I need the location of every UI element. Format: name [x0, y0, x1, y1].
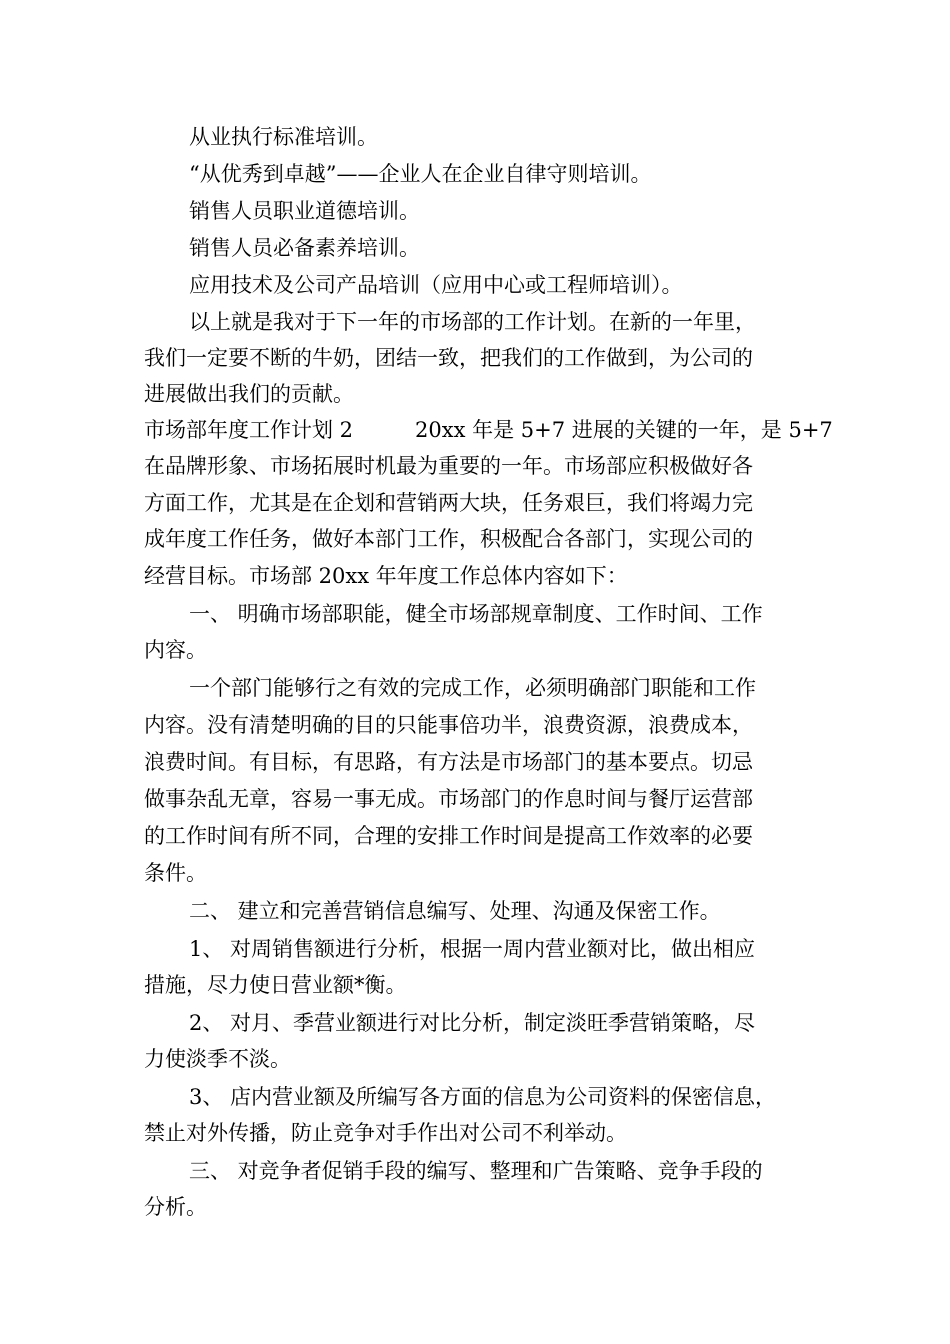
paragraph-line: 三、 对竞争者促销手段的编写、整理和广告策略、竞争手段的	[189, 1159, 763, 1183]
paragraph-line: 我们一定要不断的牛奶，团结一致，把我们的工作做到，为公司的	[144, 346, 753, 370]
paragraph-line: 力使淡季不淡。	[144, 1047, 291, 1071]
paragraph-line: 以上就是我对于下一年的市场部的工作计划。在新的一年里，	[189, 310, 756, 334]
paragraph-line: 3、 店内营业额及所编写各方面的信息为公司资料的保密信息，	[189, 1085, 777, 1109]
paragraph-line: 内容。	[144, 638, 207, 662]
section-heading-line	[144, 413, 833, 447]
paragraph-line: 销售人员必备素养培训。	[189, 236, 420, 260]
paragraph-line: 进展做出我们的贡献。	[144, 382, 354, 406]
paragraph-line: 的工作时间有所不同，合理的安排工作时间是提高工作效率的必要	[144, 824, 753, 848]
paragraph-line: 一、 明确市场部职能，健全市场部规章制度、工作时间、工作	[189, 602, 763, 626]
paragraph-line: 从业执行标准培训。	[189, 125, 378, 149]
section-heading: 市场部年度工作计划 2	[144, 418, 354, 442]
paragraph-line: 条件。	[144, 861, 207, 885]
paragraph-line: “从优秀到卓越”——企业人在企业自律守则培训。	[189, 162, 652, 186]
paragraph-line: 做事杂乱无章，容易一事无成。市场部门的作息时间与餐厅运营部	[144, 787, 753, 811]
paragraph-line: 内容。没有清楚明确的目的只能事倍功半，浪费资源，浪费成本，	[144, 713, 753, 737]
paragraph-line: 经营目标。市场部 20xx 年年度工作总体内容如下：	[144, 564, 628, 588]
paragraph-line: 一个部门能够行之有效的完成工作，必须明确部门职能和工作	[189, 676, 756, 700]
paragraph-line: 浪费时间。有目标，有思路，有方法是市场部门的基本要点。切忌	[144, 750, 753, 774]
paragraph-line: 成年度工作任务，做好本部门工作，积极配合各部门，实现公司的	[144, 527, 753, 551]
paragraph-line: 应用技术及公司产品培训（应用中心或工程师培训）。	[189, 273, 683, 297]
paragraph-line: 1、 对周销售额进行分析，根据一周内营业额对比，做出相应	[189, 937, 756, 961]
paragraph-line-start: 20xx 年是 5+7 进展的关键的一年，是 5+7	[415, 418, 833, 442]
paragraph-line: 在品牌形象、市场拓展时机最为重要的一年。市场部应积极做好各	[144, 454, 753, 478]
paragraph-line: 措施，尽力使日营业额*衡。	[144, 973, 407, 997]
paragraph-line: 销售人员职业道德培训。	[189, 199, 420, 223]
paragraph-line: 二、 建立和完善营销信息编写、处理、沟通及保密工作。	[189, 899, 721, 923]
paragraph-line: 方面工作，尤其是在企划和营销两大块，任务艰巨，我们将竭力完	[144, 491, 753, 515]
paragraph-line: 禁止对外传播，防止竞争对手作出对公司不利举动。	[144, 1121, 627, 1145]
paragraph-line: 分析。	[144, 1195, 207, 1219]
paragraph-line: 2、 对月、季营业额进行对比分析，制定淡旺季营销策略，尽	[189, 1011, 756, 1035]
